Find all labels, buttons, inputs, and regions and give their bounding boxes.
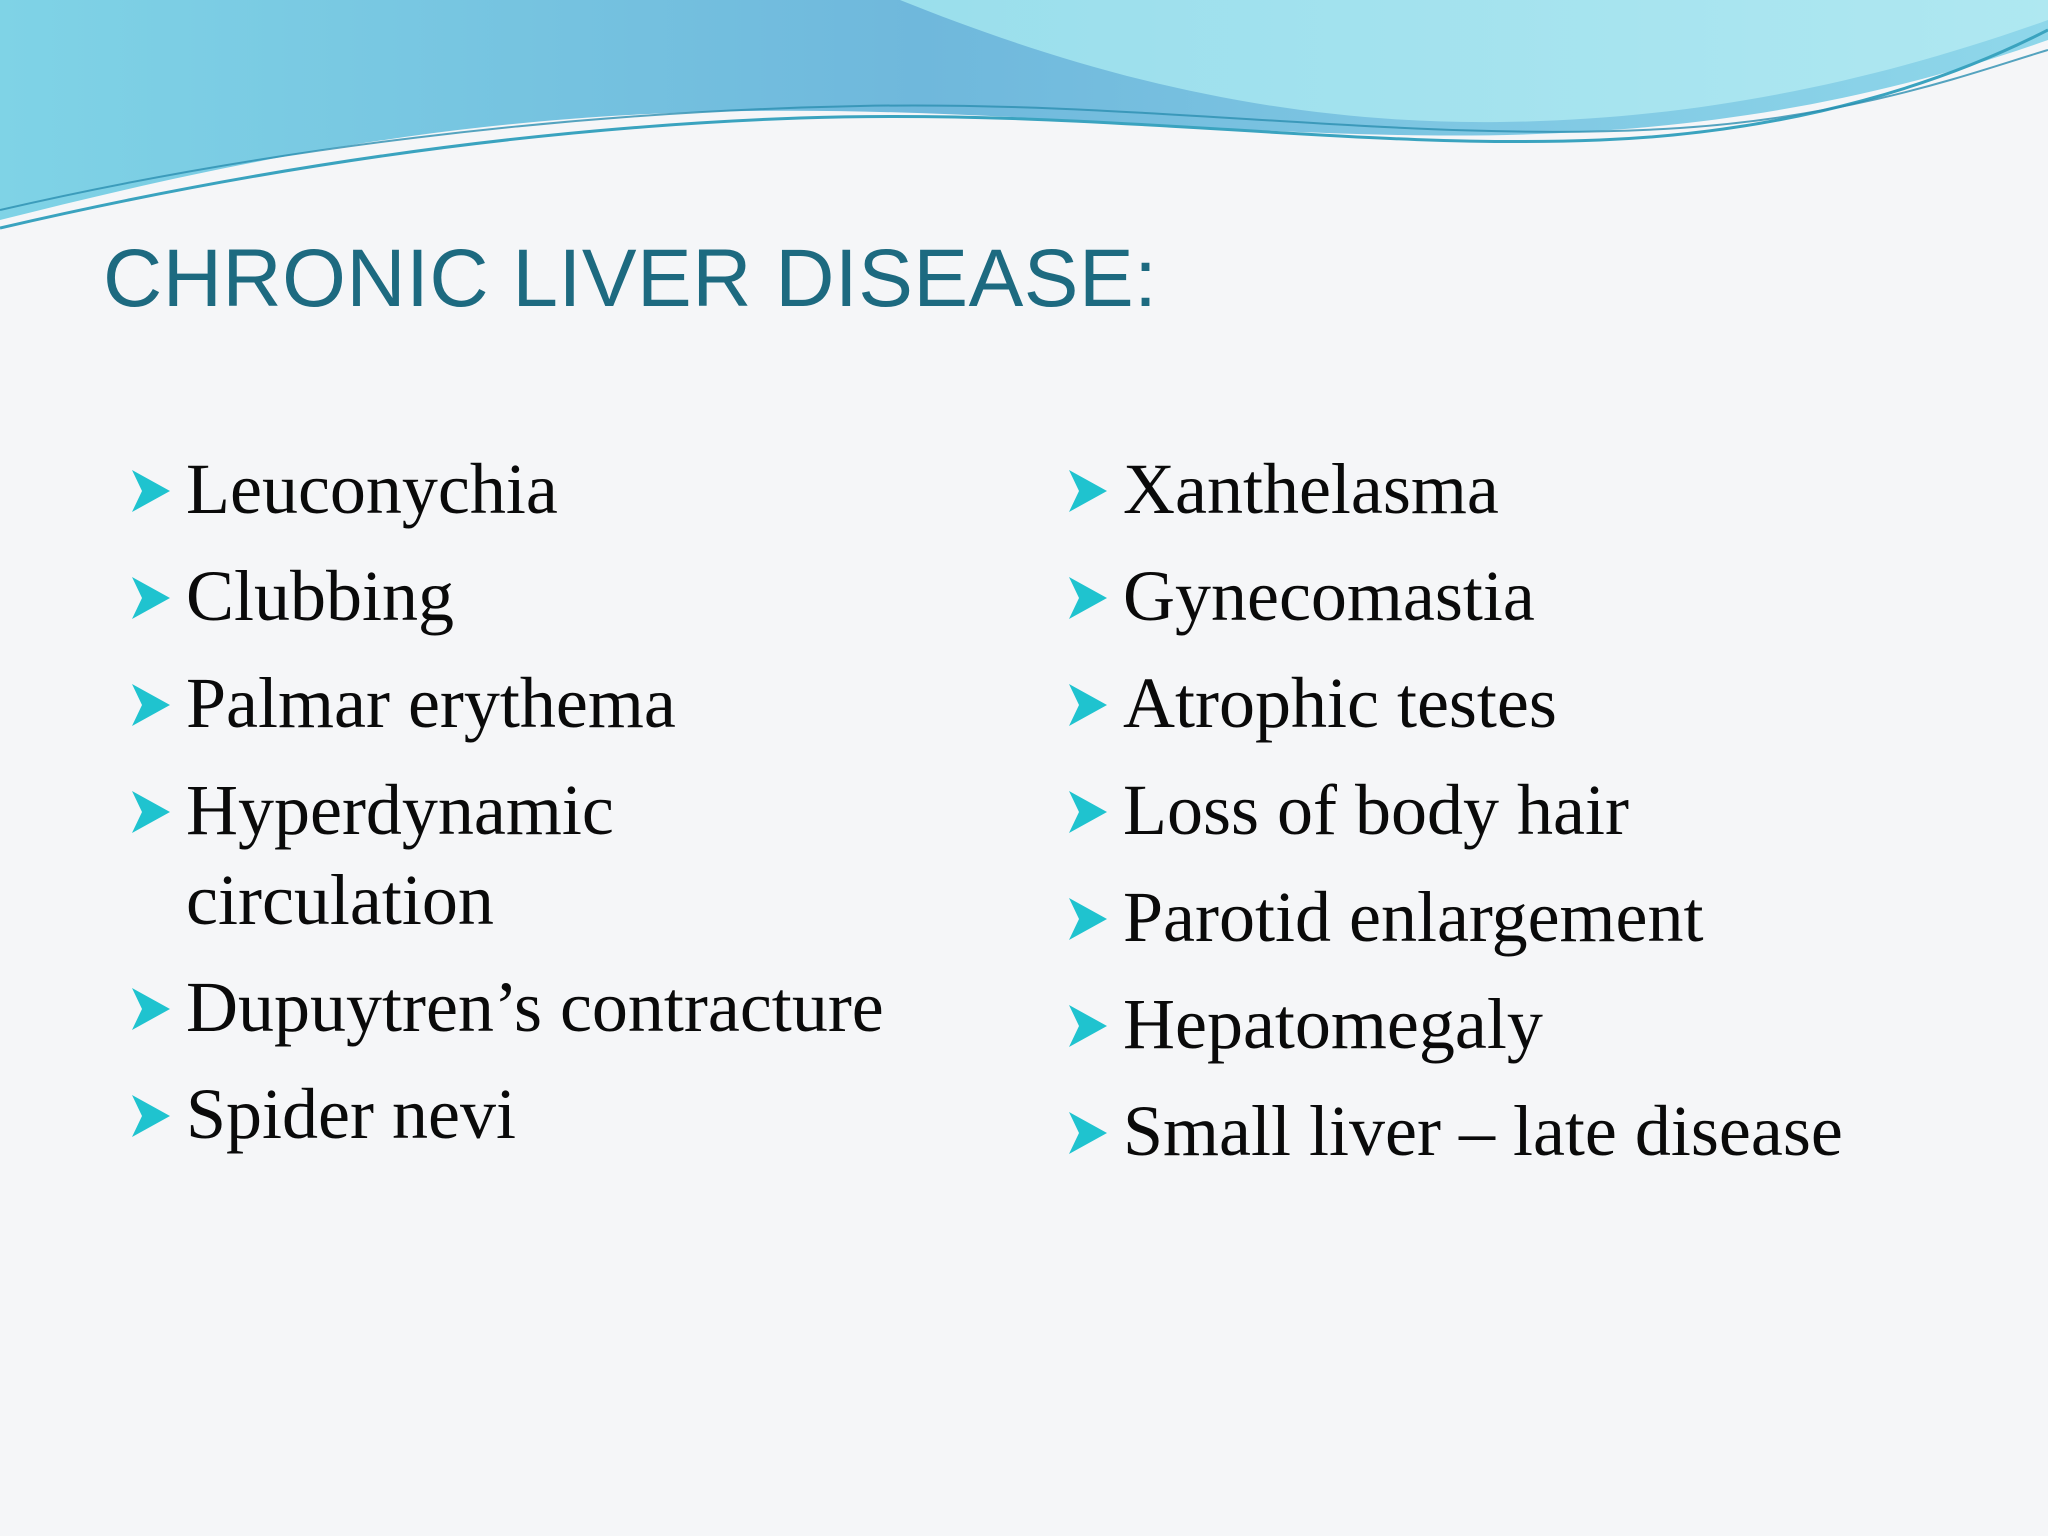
list-item-label: Xanthelasma <box>1123 449 1499 529</box>
list-item-label: Leuconychia <box>186 449 558 529</box>
list-item-label: Atrophic testes <box>1123 663 1557 743</box>
left-bullet-list <box>128 444 988 1176</box>
arrow-bullet-icon <box>1065 466 1111 516</box>
arrow-bullet-icon <box>128 466 174 516</box>
right-bullet-list <box>1065 444 2025 1193</box>
list-item-label: Spider nevi <box>186 1074 516 1154</box>
list-item <box>128 1069 988 1159</box>
arrow-bullet-icon <box>1065 787 1111 837</box>
list-item-label: Clubbing <box>186 556 455 636</box>
list-item <box>1065 765 2025 855</box>
list-item <box>1065 979 2025 1069</box>
list-item <box>128 551 988 641</box>
list-item-label: Dupuytren’s contracture <box>186 967 884 1047</box>
arrow-bullet-icon <box>128 787 174 837</box>
slide-title: CHRONIC LIVER DISEASE: <box>103 233 1158 324</box>
list-item <box>128 444 988 534</box>
list-item <box>128 765 826 945</box>
list-item-label: Parotid enlargement <box>1123 877 1704 957</box>
list-item <box>1065 444 2025 534</box>
arrow-bullet-icon <box>1065 1108 1111 1158</box>
arrow-bullet-icon <box>1065 894 1111 944</box>
list-item <box>128 962 988 1052</box>
arrow-bullet-icon <box>1065 573 1111 623</box>
list-item <box>128 658 988 748</box>
list-item-label: Hyperdynamic circulation <box>186 770 614 940</box>
arrow-bullet-icon <box>1065 680 1111 730</box>
arrow-bullet-icon <box>128 1091 174 1141</box>
list-item-label: Loss of body hair <box>1123 770 1629 850</box>
list-item-label: Small liver – late disease <box>1123 1091 1843 1171</box>
list-item-label: Gynecomastia <box>1123 556 1535 636</box>
list-item <box>1065 872 2025 962</box>
arrow-bullet-icon <box>128 573 174 623</box>
header-wave-decoration <box>0 0 2048 240</box>
list-item <box>1065 658 2025 748</box>
list-item-label: Palmar erythema <box>186 663 676 743</box>
arrow-bullet-icon <box>128 680 174 730</box>
list-item <box>1065 1086 2025 1176</box>
arrow-bullet-icon <box>1065 1001 1111 1051</box>
list-item <box>1065 551 2025 641</box>
list-item-label: Hepatomegaly <box>1123 984 1543 1064</box>
arrow-bullet-icon <box>128 984 174 1034</box>
